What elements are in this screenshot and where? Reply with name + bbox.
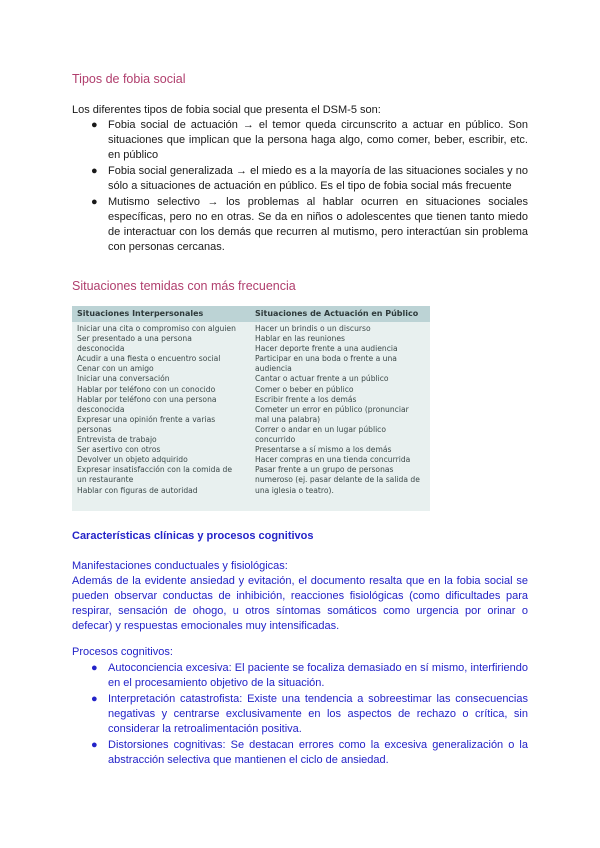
bullet-icon: ●	[91, 119, 98, 131]
table-cell: concurrido	[255, 435, 296, 445]
table-cell: desconocida	[77, 404, 125, 414]
table-cell: Iniciar una conversación	[77, 374, 170, 384]
table-cell: Iniciar una cita o compromiso con alguien	[77, 324, 236, 333]
intro-paragraph: Los diferentes tipos de fobia social que presenta el DSM-5 son:	[72, 104, 381, 116]
table-cell: Cometer un error en público (pronunciar	[255, 404, 409, 414]
list-item: ● Distorsiones cognitivas: Se destacan errores como la excesiva generalización o la abstracción selectiva que mantienen el ciclo de ansiedad.	[91, 739, 528, 766]
table-cell: Hablar por teléfono con un conocido	[77, 384, 216, 394]
manifestaciones-paragraph: Además de la evidente ansiedad y evitación, el documento resalta que en la fobia social se pueden observar conductas de inhibición, reacciones fisiológicas (como dificultades para respirar, sensación de ohogo, u otros síntomas somáticos como urgencia por orinar o defecar) y respuestas emocionales muy intensificadas.	[72, 575, 528, 632]
bullet-icon: ●	[91, 662, 98, 674]
table-cell: desconocida	[77, 344, 125, 354]
table-cell: Escribir frente a los demás	[255, 394, 357, 404]
heading-tipos-fobia: Tipos de fobia social	[72, 72, 186, 86]
list-item: ● Fobia social de actuación → el temor queda circunscrito a actuar en público. Son situaciones que implican que la persona haga algo, como comer, beber, escribir, etc. en público	[91, 119, 528, 161]
header-actuacion: Situaciones de Actuación en Público	[255, 309, 419, 318]
table-cell: mal una palabra)	[255, 414, 321, 424]
table-cell: numeroso (ej. pasar delante de la salida de	[255, 475, 420, 485]
table-cell: Cantar o actuar frente a un público	[255, 374, 389, 384]
bullet-icon: ●	[91, 196, 98, 208]
column-interpersonales	[77, 324, 236, 496]
heading-situaciones: Situaciones temidas con más frecuencia	[72, 279, 296, 293]
fobia-types-list	[72, 118, 528, 256]
table-cell: Ser presentado a una persona	[77, 334, 192, 344]
table-cell: Ser asertivo con otros	[77, 445, 161, 455]
table-cell: Hacer compras en una tienda concurrida	[255, 455, 411, 465]
heading-caracteristicas: Características clínicas y procesos cognitivos	[72, 530, 314, 542]
table-cell: Entrevista de trabajo	[77, 435, 157, 445]
table-cell: Hablar por teléfono con una persona	[77, 394, 217, 404]
table-cell: una iglesia o teatro).	[255, 485, 334, 495]
bullet-icon: ●	[91, 693, 98, 705]
table-cell: Hacer un brindis o un discurso	[255, 324, 371, 333]
list-item: ● Fobia social generalizada → el miedo es a la mayoría de las situaciones sociales y no sólo a situaciones de actuación en público. Es el tipo de fobia social más frecuente	[91, 165, 528, 192]
list-item: ● Autoconciencia excesiva: El paciente se focaliza demasiado en sí mismo, interfiriendo en el procesamiento objetivo de la situación.	[91, 662, 528, 689]
header-interpersonales: Situaciones Interpersonales	[77, 309, 204, 318]
bullet-icon: ●	[91, 739, 98, 751]
table-cell: personas	[77, 424, 112, 434]
table-cell: Cenar con un amigo	[77, 364, 154, 374]
table-cell: Expresar una opinión frente a varias	[77, 414, 216, 424]
table-cell: Devolver un objeto adquirido	[77, 455, 188, 465]
table-cell: Expresar insatisfacción con la comida de	[77, 465, 233, 475]
table-cell: Acudir a una fiesta o encuentro social	[77, 354, 221, 364]
list-item: ● Interpretación catastrofista: Existe una tendencia a sobreestimar las consecuencias negativas y centrarse exclusivamente en los aspectos de rechazo o crítica, sin considerar la retroalimentación positiva.	[91, 693, 528, 735]
table-cell: Hablar en las reuniones	[255, 334, 345, 344]
column-actuacion	[255, 324, 420, 496]
procesos-label: Procesos cognitivos:	[72, 646, 173, 658]
table-cell: Pasar frente a un grupo de personas	[255, 465, 394, 475]
table-cell: Hablar con figuras de autoridad	[77, 485, 198, 495]
situations-table	[72, 306, 430, 511]
table-cell: un restaurante	[77, 475, 134, 485]
bullet-icon: ●	[91, 165, 98, 177]
procesos-list	[72, 661, 528, 769]
table-cell: Correr o andar en un lugar público	[255, 424, 386, 434]
table-cell: audiencia	[255, 364, 292, 374]
table-cell: Comer o beber en público	[255, 384, 354, 394]
table-cell: Participar en una boda o frente a una	[255, 354, 397, 364]
table-header	[72, 306, 430, 322]
manifestaciones-label: Manifestaciones conductuales y fisiológicas:	[72, 560, 288, 572]
table-cell: Hacer deporte frente a una audiencia	[255, 344, 398, 354]
list-item: ● Mutismo selectivo → los problemas al hablar ocurren en situaciones sociales específicas, pero no en otras. Se da en niños o adolescentes que tienen tanto miedo de interactuar con los demás que recurren al mutismo, pero interactúan sin problema con personas cercanas.	[91, 196, 528, 253]
table-cell: Presentarse a sí mismo a los demás	[255, 445, 392, 455]
